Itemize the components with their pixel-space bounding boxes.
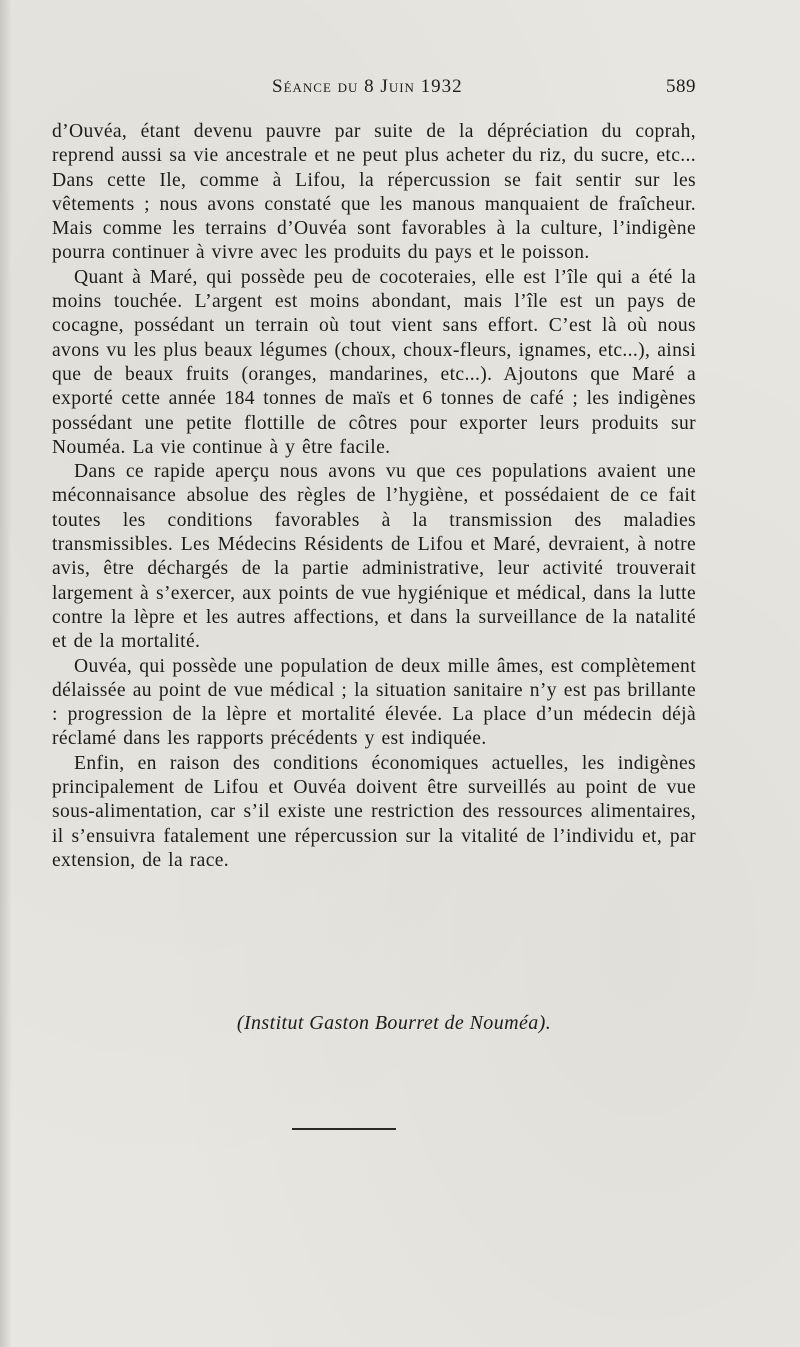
page-number: 589 (666, 76, 696, 97)
running-head-title: Séance du 8 Juin 1932 (272, 76, 463, 97)
paragraph-5: Enfin, en raison des conditions économiques actuelles, les indigènes principalement de Lifou et Ouvéa doivent être surveillés au point de vue sous-alimentation, car s’il existe une restriction des ressources alimentaires, il s’ensuivra fatalement une répercussion sur la vitalité de l’individu et, par extension, de la race. (52, 752, 696, 871)
running-head (0, 76, 800, 102)
paragraph-1: d’Ouvéa, étant devenu pauvre par suite de la dépréciation du coprah, reprend aussi sa vie ancestrale et ne peut plus acheter du riz, du sucre, etc... Dans cette Ile, comme à Lifou, la répercussion se fait sentir sur les vêtements ; nous avons constaté que les manous manquaient de fraîcheur. Mais comme les terrains d’Ouvéa sont favorables à la culture, l’indigène pourra continuer à vivre avec les produits du pays et le poisson. (52, 121, 696, 264)
paragraph-4: Ouvéa, qui possède une population de deux mille âmes, est complètement délaissée au point de vue médical ; la situation sanitaire n’y est pas brillante : progression de la lèpre et mortalité élevée. La place d’un médecin déjà réclamé dans les rapports précédents y est indiquée. (52, 655, 696, 750)
paragraph-3: Dans ce rapide aperçu nous avons vu que ces populations avaient une méconnaisance absolue des règles de l’hygiène, et possédaient de ce fait toutes les conditions favorables à la transmission des maladies transmissibles. Les Médecins Résidents de Lifou et Maré, devraient, à notre avis, être déchargés de la partie administrative, leur activité trouverait largement à s’exercer, aux points de vue hygiénique et médical, dans la lutte contre la lèpre et les autres affections, et dans la surveillance de la natalité et de la mortalité. (52, 461, 696, 653)
page-edge-shadow (0, 0, 12, 1347)
body-text (52, 120, 696, 873)
signature: (Institut Gaston Bourret de Nouméa). (236, 1012, 552, 1034)
end-rule-divider (292, 1128, 396, 1130)
paragraph-2: Quant à Maré, qui possède peu de cocoteraies, elle est l’île qui a été la moins touchée. L’argent est moins abondant, mais l’île est un pays de cocagne, possédant un terrain où tout vient sans effort. C’est là où nous avons vu les plus beaux légumes (choux, choux-fleurs, ignames, etc...), ainsi que de beaux fruits (oranges, mandarines, etc...). Ajoutons que Maré a exporté cette année 184 tonnes de maïs et 6 tonnes de café ; les indigènes possédant une petite flottille de côtres pour exporter leurs produits sur Nouméa. La vie continue à y être facile. (52, 266, 696, 458)
